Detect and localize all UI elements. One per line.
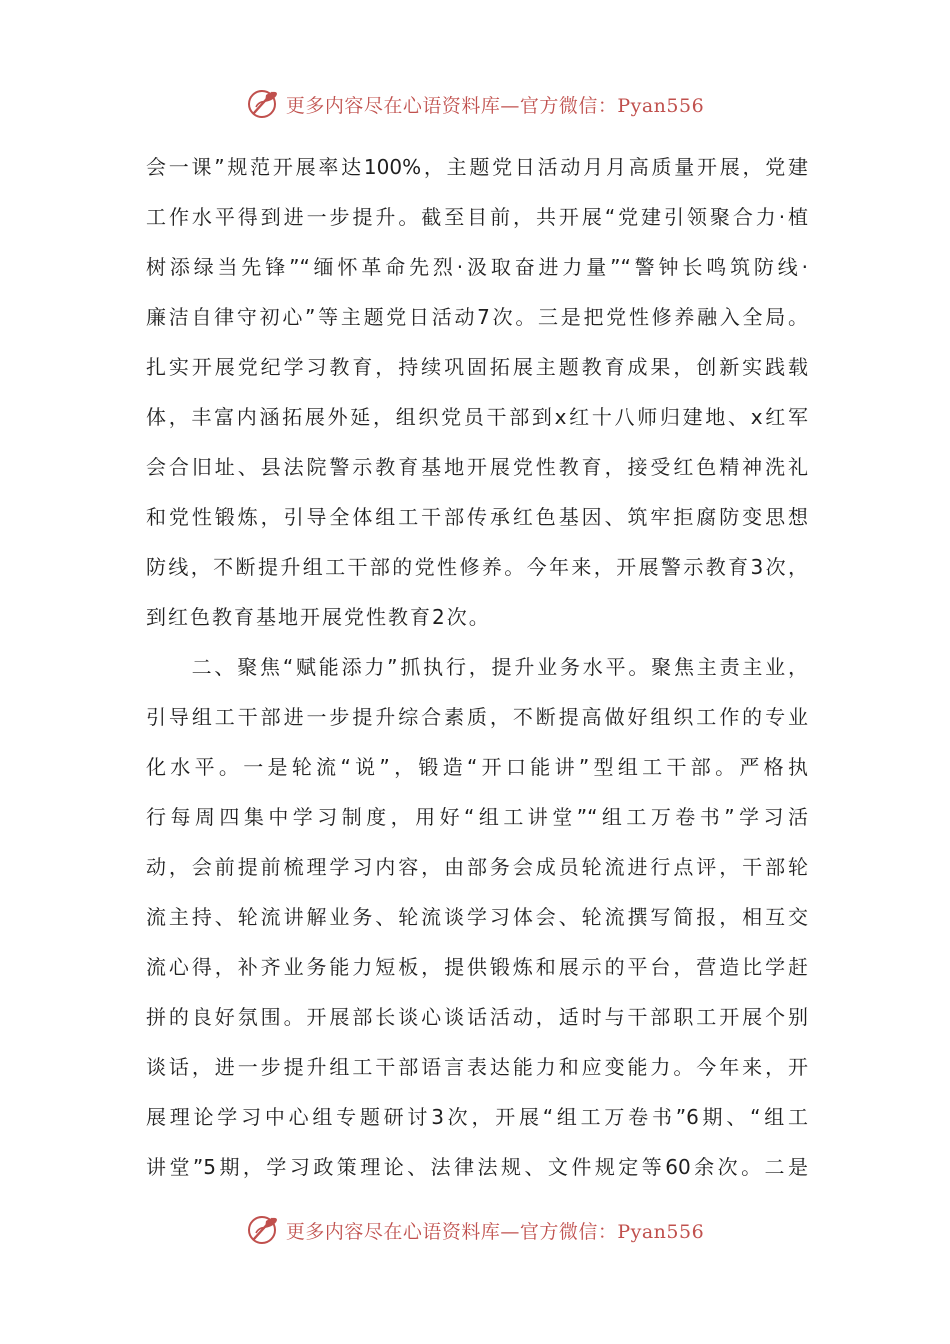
body-line: 行每周四集中学习制度，用好“组工讲堂”“组工万卷书”学习活 bbox=[146, 805, 808, 829]
quill-seal-icon bbox=[246, 87, 280, 121]
body-line: 会一课”规范开展率达100%，主题党日活动月月高质量开展，党建 bbox=[146, 155, 808, 179]
header-banner bbox=[0, 84, 950, 124]
body-line: 工作水平得到进一步提升。截至目前，共开展“党建引领聚合力·植 bbox=[146, 205, 808, 229]
body-line: 动，会前提前梳理学习内容，由部务会成员轮流进行点评，干部轮 bbox=[146, 855, 808, 879]
body-line: 拼的良好氛围。开展部长谈心谈话活动，适时与干部职工开展个别 bbox=[146, 1005, 808, 1029]
body-line: 扎实开展党纪学习教育，持续巩固拓展主题教育成果，创新实践载 bbox=[146, 355, 808, 379]
document-body bbox=[146, 149, 808, 1199]
body-line: 廉洁自律守初心”等主题党日活动7次。三是把党性修养融入全局。 bbox=[146, 305, 808, 329]
body-line: 流主持、轮流讲解业务、轮流谈学习体会、轮流撰写简报，相互交 bbox=[146, 905, 808, 929]
body-line-last: 到红色教育基地开展党性教育2次。 bbox=[146, 605, 491, 629]
body-line: 展理论学习中心组专题研讨3次，开展“组工万卷书”6期、“组工 bbox=[146, 1105, 808, 1129]
body-line: 流心得，补齐业务能力短板，提供锻炼和展示的平台，营造比学赶 bbox=[146, 955, 808, 979]
body-line: 树添绿当先锋”“缅怀革命先烈·汲取奋进力量”“警钟长鸣筑防线· bbox=[146, 255, 808, 279]
footer-banner bbox=[0, 1210, 950, 1250]
body-line: 引导组工干部进一步提升综合素质，不断提高做好组织工作的专业 bbox=[146, 705, 808, 729]
quill-seal-icon bbox=[246, 1213, 280, 1247]
body-line: 谈话，进一步提升组工干部语言表达能力和应变能力。今年来，开 bbox=[146, 1055, 808, 1079]
body-line: 体，丰富内涵拓展外延，组织党员干部到x红十八师归建地、x红军 bbox=[146, 405, 808, 429]
footer-banner-text: 更多内容尽在心语资料库—官方微信：Pyan556 bbox=[285, 1220, 705, 1243]
body-line: 会合旧址、县法院警示教育基地开展党性教育，接受红色精神洗礼 bbox=[146, 455, 808, 479]
body-line: 和党性锻炼，引导全体组工干部传承红色基因、筑牢拒腐防变思想 bbox=[146, 505, 808, 529]
body-line: 讲堂”5期，学习政策理论、法律法规、文件规定等60余次。二是 bbox=[146, 1155, 808, 1179]
header-banner-text: 更多内容尽在心语资料库—官方微信：Pyan556 bbox=[285, 94, 705, 117]
body-line: 防线，不断提升组工干部的党性修养。今年来，开展警示教育3次， bbox=[146, 555, 808, 579]
body-line: 化水平。一是轮流“说”，锻造“开口能讲”型组工干部。严格执 bbox=[146, 755, 808, 779]
paragraph-start-line: 二、聚焦“赋能添力”抓执行，提升业务水平。聚焦主责主业， bbox=[146, 655, 808, 679]
